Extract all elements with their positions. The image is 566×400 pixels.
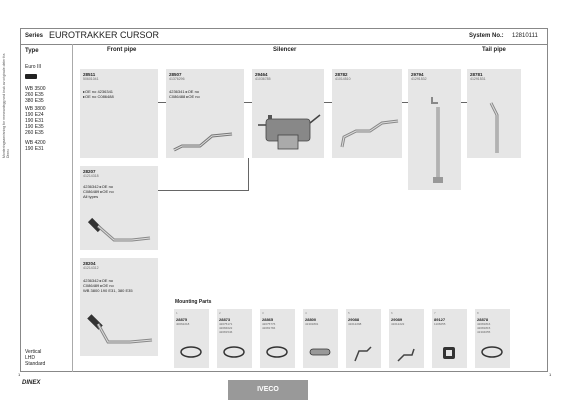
part-reference-list xyxy=(305,322,318,326)
part-reference: 1106055 xyxy=(434,322,446,326)
tail-pipe-icon xyxy=(481,95,511,155)
mounting-type xyxy=(25,349,45,367)
model-line: WB 3500 xyxy=(25,86,46,92)
mounting-part-28875[interactable] xyxy=(174,309,209,368)
part-reference: 41301801 xyxy=(305,322,319,326)
page-marker-right: 1 xyxy=(549,372,552,377)
variant-text: Standard xyxy=(25,361,46,367)
part-card-28207[interactable] xyxy=(80,166,158,250)
part-reference: 41214318 xyxy=(83,174,99,178)
dinex-logo: DINEX xyxy=(22,380,41,386)
part-card-28782[interactable] xyxy=(332,69,402,158)
bracket-icon xyxy=(351,345,375,363)
part-number: 28781 xyxy=(470,72,483,77)
silencer-icon xyxy=(256,105,322,155)
model-line: 190 E31 xyxy=(25,118,44,124)
part-reference: 42084022 xyxy=(219,326,233,330)
oe-note: ▸OE no 4236341 xyxy=(83,89,114,94)
silencer-heading: Silencer xyxy=(273,47,297,53)
part-reference-list xyxy=(348,322,361,326)
model-line: WB 4200 xyxy=(25,140,46,146)
part-reference-list xyxy=(391,322,404,326)
applicability-note: All types xyxy=(83,194,99,199)
part-reference: 41291532 xyxy=(411,77,427,81)
tail-pipe-heading: Tail pipe xyxy=(482,47,506,53)
oe-note: 4236342 ▸OE no xyxy=(83,184,114,189)
item-number: 7 xyxy=(434,311,436,315)
part-number: 28204 xyxy=(83,261,96,266)
brand-bar: IVECO xyxy=(228,380,308,400)
part-reference: 40062218 xyxy=(176,322,190,326)
part-number: 28507 xyxy=(169,72,182,77)
oe-note: C086489 ▸OE no xyxy=(83,189,114,194)
connector-line xyxy=(248,158,249,190)
clamp-icon xyxy=(480,345,504,359)
part-number: 28875 xyxy=(176,317,188,322)
model-line: 260 E35 xyxy=(25,92,44,98)
part-card-29794[interactable] xyxy=(408,69,461,190)
part-number: 28865 xyxy=(262,317,274,322)
part-number: 28782 xyxy=(335,72,348,77)
part-reference: 42081816 xyxy=(477,322,491,326)
part-number: 29088 xyxy=(348,317,360,322)
mounting-part-28800[interactable] xyxy=(303,309,338,368)
model-group-2 xyxy=(25,106,46,136)
part-reference: 42075171 xyxy=(219,322,233,326)
part-reference-list xyxy=(176,322,189,326)
type-heading: Type xyxy=(25,48,39,54)
part-reference: 41291531 xyxy=(470,77,486,81)
connector-line xyxy=(158,190,249,191)
model-group-1 xyxy=(25,86,46,104)
model-line: 190 E35 xyxy=(25,124,44,130)
mounting-part-28865[interactable] xyxy=(260,309,295,368)
connector-line xyxy=(158,102,166,103)
system-number-value: 12810111 xyxy=(512,33,538,39)
header-divider xyxy=(20,44,548,45)
bracket-icon xyxy=(394,345,418,363)
part-reference: 42081815 xyxy=(477,326,491,330)
vertical-pipe-icon xyxy=(420,93,450,185)
connector-line xyxy=(324,102,332,103)
part-reference: 42075776 xyxy=(262,322,276,326)
clamp-icon xyxy=(265,345,289,359)
item-number: 4 xyxy=(305,311,307,315)
part-number: 29089 xyxy=(391,317,403,322)
oe-note: C086488 ▸OE no xyxy=(169,94,200,99)
part-reference: 41376296 xyxy=(169,77,185,81)
front-pipe-assembly-icon xyxy=(84,302,156,352)
series-label: Series xyxy=(25,33,44,39)
part-number: 28207 xyxy=(83,169,96,174)
part-number: 28873 xyxy=(219,317,231,322)
part-reference-list xyxy=(434,322,445,326)
system-number-label: System No.: xyxy=(469,33,504,39)
gasket-icon xyxy=(437,345,461,361)
part-card-28204[interactable] xyxy=(80,258,158,356)
applicability-note: WB 3800 190 E31, 380 E35 xyxy=(83,288,133,293)
item-number: 5 xyxy=(348,311,350,315)
item-number: 3 xyxy=(262,311,264,315)
part-number: 28511 xyxy=(83,72,96,77)
front-pipe-assembly-icon xyxy=(84,204,156,248)
orientation-text: Vertical xyxy=(25,349,42,355)
part-number: 28878 xyxy=(477,317,489,322)
side-vertical-text: Monteringsanvisning for renseanlegg ved bruk av originale deler fra Dinex xyxy=(2,53,10,158)
item-number: 1 xyxy=(176,311,178,315)
mounting-part-29088[interactable] xyxy=(346,309,381,368)
part-reference-list xyxy=(219,322,232,334)
front-pipe-icon xyxy=(172,124,234,154)
part-reference-list xyxy=(477,322,490,334)
model-line: 190 E24 xyxy=(25,112,44,118)
oe-note: 4236341 ▸OE no xyxy=(169,89,200,94)
part-number: 29464 xyxy=(255,72,268,77)
part-number: 28800 xyxy=(305,317,317,322)
mounting-part-28878[interactable] xyxy=(475,309,510,368)
mounting-part-89127[interactable] xyxy=(432,309,467,368)
drive-side-text: LHD xyxy=(25,355,36,361)
oe-note: 4236342 ▸OE no xyxy=(83,278,114,283)
part-reference: 41012298 xyxy=(348,322,362,326)
connector-line xyxy=(244,102,252,103)
band-clamp-icon xyxy=(308,345,332,359)
part-reference: 41012222 xyxy=(391,322,405,326)
mounting-part-28873[interactable] xyxy=(217,309,252,368)
part-card-28781[interactable] xyxy=(467,69,521,158)
item-number: 8 xyxy=(477,311,479,315)
part-card-28507[interactable] xyxy=(166,69,244,158)
part-reference: 41036785 xyxy=(255,77,271,81)
part-reference: 41214312 xyxy=(83,266,99,270)
type-column-divider xyxy=(72,44,73,372)
mounting-parts-heading: Mounting Parts xyxy=(175,299,212,305)
item-number: 6 xyxy=(391,311,393,315)
page-marker-left: 1 xyxy=(18,372,21,377)
truck-icon xyxy=(25,74,37,79)
model-line: 190 E31 xyxy=(25,146,44,152)
part-reference: 42081546 xyxy=(219,330,233,334)
model-line: 380 E35 xyxy=(25,98,44,104)
item-number: 2 xyxy=(219,311,221,315)
oe-note: C086489 ▸OE no xyxy=(83,283,114,288)
part-reference-list xyxy=(262,322,275,330)
part-number: 89127 xyxy=(434,317,446,322)
oe-note: ▸OE no C086488 xyxy=(83,94,114,99)
part-reference: 50601041 xyxy=(83,77,99,81)
mounting-part-29089[interactable] xyxy=(389,309,424,368)
part-reference: 41304055 xyxy=(477,330,491,334)
front-pipe-heading: Front pipe xyxy=(107,47,137,53)
part-reference: 41014510 xyxy=(335,77,351,81)
clamp-icon xyxy=(222,345,246,359)
clamp-icon xyxy=(179,345,203,359)
series-value: EUROTRAKKER CURSOR xyxy=(49,30,160,40)
intermediate-pipe-icon xyxy=(336,113,400,153)
part-card-28511[interactable] xyxy=(80,69,158,158)
part-reference: 42081784 xyxy=(262,326,276,330)
model-line: 260 E35 xyxy=(25,130,44,136)
emission-norm: Euro III xyxy=(25,64,42,70)
model-group-3 xyxy=(25,140,46,152)
part-number: 29794 xyxy=(411,72,424,77)
part-card-29464[interactable] xyxy=(252,69,324,158)
model-line: WB 3800 xyxy=(25,106,46,112)
